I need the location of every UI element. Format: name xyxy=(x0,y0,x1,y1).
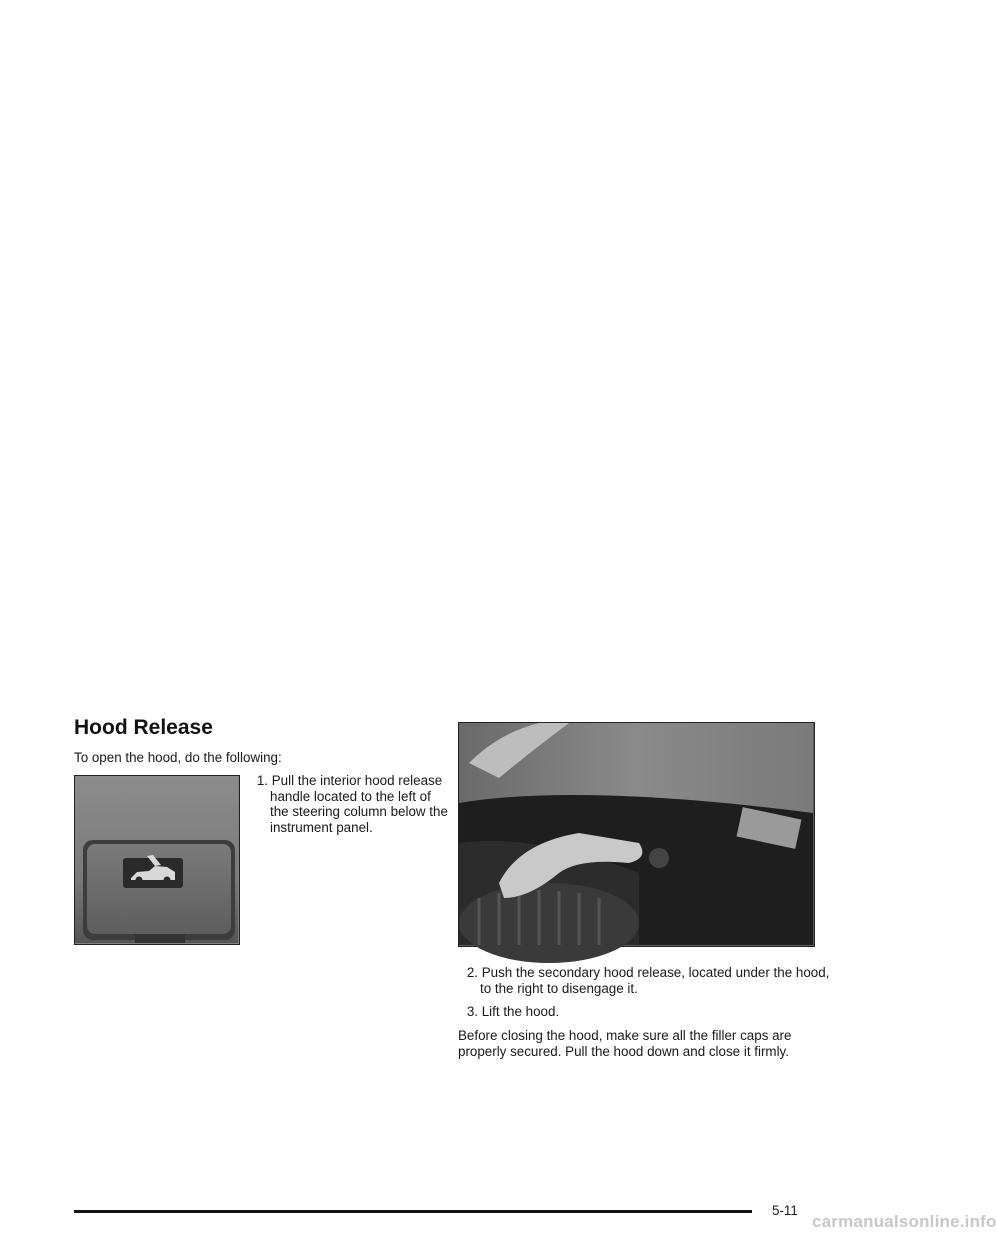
step-2-number: 2. xyxy=(466,965,478,980)
intro-text: To open the hood, do the following: xyxy=(74,750,282,765)
step-3 xyxy=(458,1004,830,1020)
step-1-number: 1. xyxy=(256,773,268,788)
section-title: Hood Release xyxy=(74,716,213,739)
page-number: 5-11 xyxy=(772,1203,798,1218)
hood-release-handle-photo xyxy=(74,775,240,945)
step-1-text: Pull the interior hood release handle located to the left of the steering column below the instrument panel. xyxy=(270,773,448,835)
secondary-hood-release-photo xyxy=(458,722,815,947)
step-1 xyxy=(248,773,450,835)
watermark: carmanualsonline.info xyxy=(812,1212,997,1231)
step-2-text: Push the secondary hood release, located under the hood, to the right to disengage it. xyxy=(480,965,830,996)
closing-paragraph: Before closing the hood, make sure all the filler caps are properly secured. Pull the hood down and close it firmly. xyxy=(458,1028,792,1059)
step-3-number: 3. xyxy=(466,1004,478,1019)
footer-rule xyxy=(74,1210,752,1213)
step-2 xyxy=(458,965,830,996)
step-3-text: Lift the hood. xyxy=(481,1004,560,1019)
